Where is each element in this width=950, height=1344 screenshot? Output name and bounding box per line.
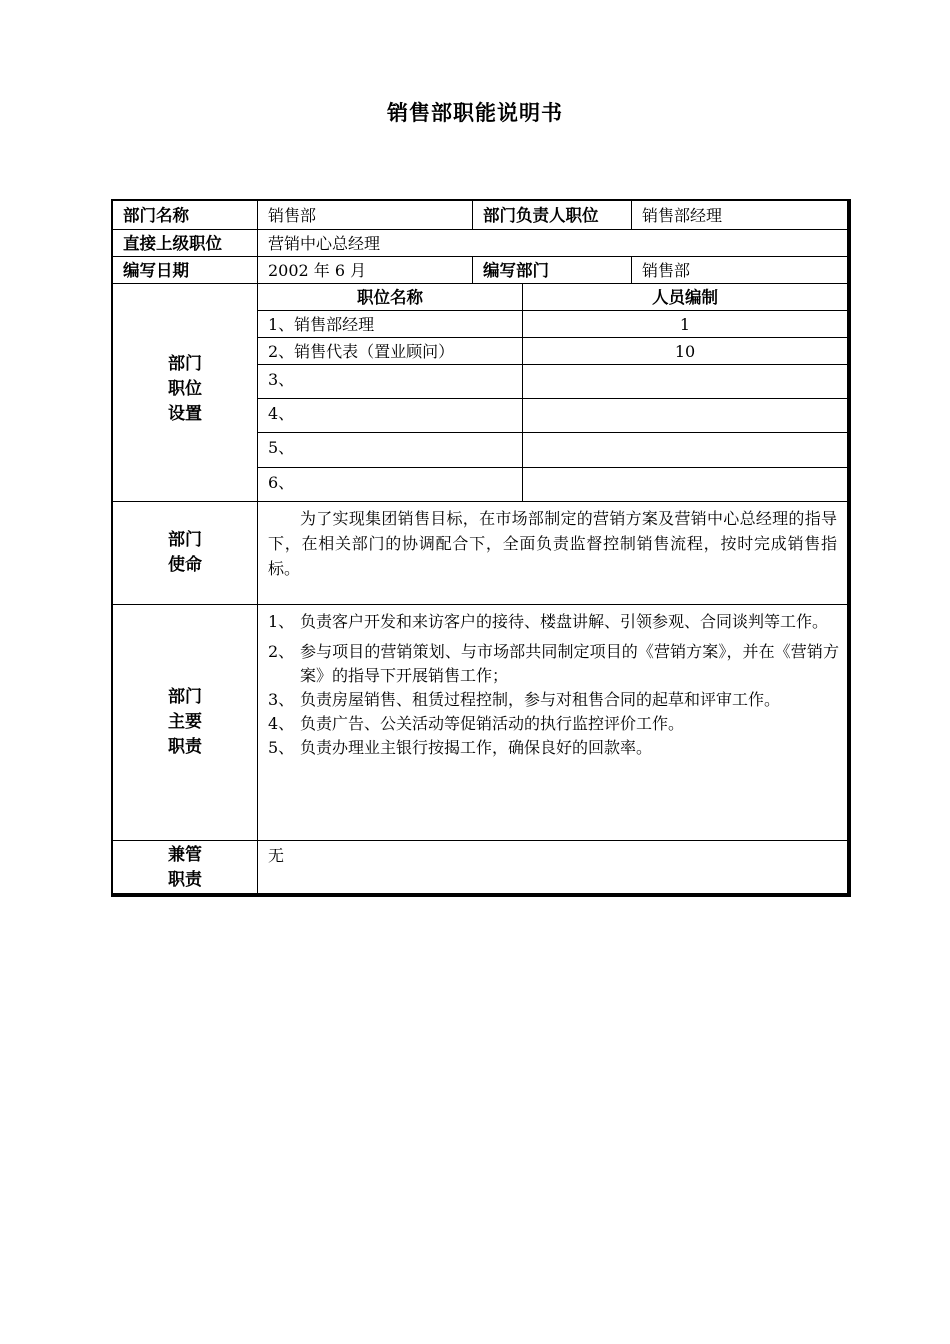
position-name: 4、 (258, 399, 523, 433)
duty-number: 1、 (268, 612, 295, 631)
side-line: 部门 (168, 530, 202, 550)
concurrent-text: 无 (268, 846, 285, 865)
side-line: 兼管 (168, 845, 202, 865)
duty-item (268, 640, 839, 688)
side-line: 部门 (168, 687, 202, 707)
position-count: 1 (523, 311, 847, 338)
side-line: 职责 (168, 870, 202, 890)
col-headcount: 人员编制 (523, 284, 847, 311)
duty-item (268, 712, 839, 736)
dept-name-value: 销售部 (258, 201, 473, 230)
side-line: 部门 (168, 354, 202, 374)
position-count (523, 365, 847, 399)
duty-number: 5、 (268, 738, 295, 757)
duty-text: 负责房屋销售、租赁过程控制，参与对租售合同的起草和评审工作。 (300, 690, 781, 709)
duty-text: 参与项目的营销策划、与市场部共同制定项目的《营销方案》，并在《营销方案》的指导下开展销售工作； (300, 642, 839, 685)
position-name: 1、销售部经理 (258, 311, 523, 338)
duty-item (268, 736, 839, 760)
superior-label: 直接上级职位 (113, 230, 258, 257)
mission-side-label (113, 502, 258, 605)
side-line: 设置 (168, 404, 202, 424)
side-line: 主要 (168, 712, 202, 732)
page-title: 销售部职能说明书 (387, 101, 563, 125)
date-label: 编写日期 (113, 257, 258, 284)
dept-name-label: 部门名称 (113, 201, 258, 230)
concurrent-side-label (113, 841, 258, 895)
duty-text: 负责办理业主银行按揭工作，确保良好的回款率。 (300, 738, 653, 757)
position-count (523, 468, 847, 502)
duty-item (268, 688, 839, 712)
position-count (523, 433, 847, 468)
superior-value: 营销中心总经理 (258, 230, 847, 257)
duty-text: 负责客户开发和来访客户的接待、楼盘讲解、引领参观、合同谈判等工作。 (300, 612, 829, 631)
author-value: 销售部 (632, 257, 847, 284)
duty-item (268, 607, 839, 636)
duty-number: 2、 (268, 642, 295, 661)
dept-head-label: 部门负责人职位 (473, 201, 632, 230)
function-table (111, 199, 851, 897)
duties-side-label (113, 605, 258, 841)
side-line: 职位 (168, 379, 202, 399)
position-name: 3、 (258, 365, 523, 399)
mission-text: 为了实现集团销售目标，在市场部制定的营销方案及营销中心总经理的指导下，在相关部门的协调配合下，全面负责监督控制销售流程，按时完成销售指标。 (258, 502, 847, 605)
col-position-name: 职位名称 (258, 284, 523, 311)
position-name: 2、销售代表（置业顾问） (258, 338, 523, 365)
duty-text: 负责广告、公关活动等促销活动的执行监控评价工作。 (300, 714, 685, 733)
side-line: 使命 (168, 555, 202, 575)
duty-number: 4、 (268, 714, 295, 733)
duty-number: 3、 (268, 690, 295, 709)
duties-list (258, 605, 847, 841)
position-name: 5、 (258, 433, 523, 468)
side-line: 职责 (168, 737, 202, 757)
position-name: 6、 (258, 468, 523, 502)
date-value: 2002 年 6 月 (258, 257, 473, 284)
position-count: 10 (523, 338, 847, 365)
positions-side-label (113, 284, 258, 502)
dept-head-value: 销售部经理 (632, 201, 847, 230)
author-label: 编写部门 (473, 257, 632, 284)
position-count (523, 399, 847, 433)
